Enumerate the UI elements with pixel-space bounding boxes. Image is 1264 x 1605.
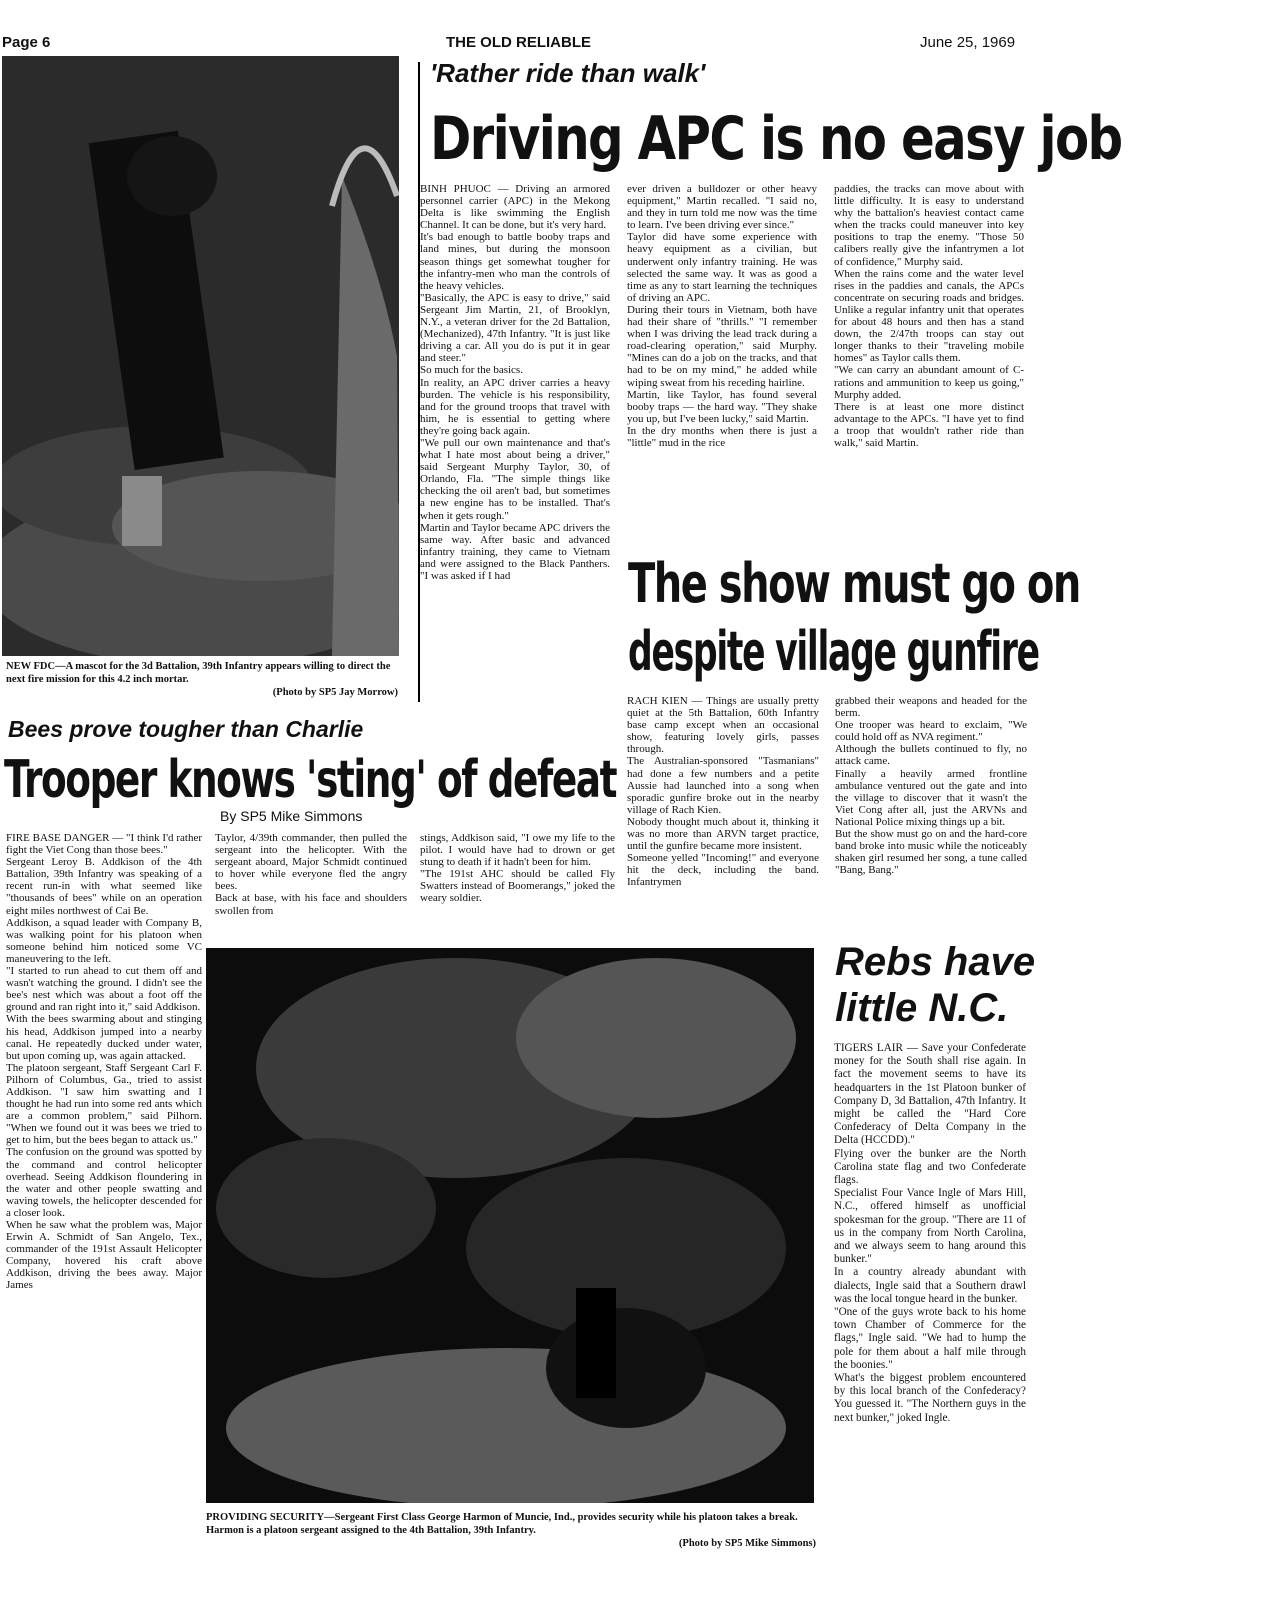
bees-byline: By SP5 Mike Simmons (220, 808, 363, 824)
show-column-1: RACH KIEN — Things are usually pretty quiet at the 5th Battalion, 60th Infantry base camp except when an occasional show, featuring lovely girls, passes through. The Australian-sponsored "Tasmanians" had done a few numbers and a petite Aussie had launched into a song when sporadic gunfire broke out in the nearby village of Rach Kien. Nobody thought much about it, thinking it was no more than ARVN target practice, until the gunfire became more insistent. Someone yelled "Incoming!" and everyone hit the deck, including the band. Infantrymen (627, 695, 819, 889)
security-photo (206, 948, 814, 1503)
rebs-headline-line-1: Rebs have (835, 940, 1036, 984)
mortar-photo-graphic (2, 56, 399, 656)
mortar-photo (2, 56, 399, 656)
apc-kicker: 'Rather ride than walk' (430, 58, 706, 88)
photo-credit: (Photo by SP5 Mike Simmons) (678, 1538, 816, 1549)
bees-column-1: FIRE BASE DANGER — "I think I'd rather fight the Viet Cong than those bees." Sergeant Leroy B. Addkison of the 4th Battalion, 39th Infantry was speaking of a recent run-in with what seemed like "thousands of bees" while on an operation eight miles northwest of Cai Be. Addkison, a squad leader with Company B, was walking point for his platoon when someone behind him noticed some VC maneuvering to the left. "I started to run ahead to cut them off and wasn't watching the ground. I didn't see the bee's nest which was about a foot off the ground and ran right into it," said Addkison. With the bees swarming about and stinging his head, Addkison jumped into a nearby canal. He repeatedly ducked under water, but upon coming up, was again attacked. The platoon sergeant, Staff Sergeant Carl F. Pilhorn of Columbus, Ga., tried to assist Addkison. "I saw him swatting and I thought he had run into some red ants which are a common problem," said Pilhorn. "When we found out it was bees we tried to get to him, but the bees began to attack us." The confusion on the ground was spotted by the command and control helicopter overhead. Seeing Addkison floundering in the water and other people swatting and waving towels, the helicopter descended for a closer look. When he saw what the problem was, Major Erwin A. Schmidt of San Angelo, Tex., commander of the 191st Assault Helicopter Company, hovered his craft above Addkison, driving the bees away. Major James (6, 832, 202, 1292)
newspaper-title: THE OLD RELIABLE (446, 34, 591, 51)
apc-column-1: BINH PHUOC — Driving an armored personnel carrier (APC) in the Mekong Delta is like swimming the English Channel. It can be done, but it's very hard. It's bad enough to battle booby traps and land mines, but during the monsoon season things get somewhat tougher for the infantry-men who man the controls of the heavy vehicles. "Basically, the APC is easy to drive," said Sergeant Jim Martin, 21, of Brooklyn, N.Y., a veteran driver for the 2d Battalion, (Mechanized), 47th Infantry. "It is just like driving a car. All you do is put it in gear and steer." So much for the basics. In reality, an APC driver carries a heavy burden. The vehicle is his responsibility, and for the ground troops that travel with him, he is essential to getting where they're going back again. "We pull our own maintenance and that's what I hate most about being a driver," said Sergeant Murphy Taylor, 30, of Orlando, Fla. "The simple things like checking the oil aren't bad, but sometimes a new engine has to be installed. That's when it gets rough." Martin and Taylor became APC drivers the same way. After basic and advanced infantry training, they came to Vietnam and were assigned to the Black Panthers. "I was asked if I had (420, 183, 610, 582)
show-headline-line-2: despite village gunfire (628, 620, 1039, 683)
bees-column-3: stings, Addkison said, "I owe my life to the pilot. I would have had to drown or get stung to death if it hadn't been for him. "The 191st AHC should be called Fly Swatters instead of Boomerangs," joked the weary soldier. (420, 832, 615, 905)
apc-column-3: paddies, the tracks can move about with little difficulty. It is easy to understand why the battalion's heaviest contact came when the tracks could maneuver into key positions to trap the enemy. "Those 50 calibers really give the infantrymen a lot of confidence," Murphy said. When the rains come and the water level rises in the paddies and canals, the APCs concentrate on securing roads and bridges. Unlike a regular infantry unit that operates for about 48 hours and then has a stand down, the 2/47th troops can stay out longer thanks to their "traveling mobile homes" as Taylor calls them. "We can carry an abundant amount of C-rations and ammunition to keep us going," Murphy added. There is at least one more distinct advantage to the APCs. "I have yet to find a troop that wouldn't rather ride than walk," said Martin. (834, 183, 1024, 449)
bees-kicker: Bees prove tougher than Charlie (8, 716, 364, 742)
photo-credit: (Photo by SP5 Jay Morrow) (272, 687, 398, 698)
security-photo-graphic (206, 948, 814, 1503)
security-photo-caption (206, 1511, 816, 1550)
caption-text: NEW FDC—A mascot for the 3d Battalion, 39th Infantry appears willing to direct the next fire mission for this 4.2 inch mortar. (6, 661, 391, 685)
show-headline-line-1: The show must go on (628, 552, 1080, 615)
caption-text: PROVIDING SECURITY—Sergeant First Class George Harmon of Muncie, Ind., provides security while his platoon takes a break. Harmon is a platoon sergeant assigned to the 4th Battalion, 39th Infantry. (206, 1512, 798, 1536)
issue-date: June 25, 1969 (920, 34, 1016, 51)
bees-column-2: Taylor, 4/39th commander, then pulled the sergeant into the helicopter. With the sergeant aboard, Major Schmidt continued to hover while everyone fled the angry bees. Back at base, with his face and shoulders swollen from (215, 832, 407, 917)
page-number: Page 6 (2, 34, 51, 51)
rebs-column: TIGERS LAIR — Save your Confederate money for the South shall rise again. In fact the movement seems to have its headquarters in the 1st Platoon bunker of Company D, 3d Battalion, 47th Infantry. It might be called the "Hard Core Confederacy of Delta Company in the Delta (HCCDD)." Flying over the bunker are the North Carolina state flag and two Confederate flags. Specialist Four Vance Ingle of Mars Hill, N.C., offered himself as unofficial spokesman for the group. "There are 11 of us in the company from North Carolina, and we always seem to hang around this bunker." In a country already abundant with dialects, Ingle said that a Southern drawl was the local tongue heard in the bunker. "One of the guys wrote back to his home town Chamber of Commerce for the flags," Ingle said. "We had to hump the pole for them about a half mile through the boonies." What's the biggest problem encountered by this local branch of the Confederacy? You guessed it. "The Northern guys in the next bunker," joked Ingle. (834, 1042, 1026, 1424)
apc-headline: Driving APC is no easy job (430, 104, 1122, 174)
show-column-2: grabbed their weapons and headed for the berm. One trooper was heard to exclaim, "We could hold off as NVA regiment." Although the bullets continued to fly, no attack came. Finally a heavily armed frontline ambulance ventured out the gate and into the village to discover that it wasn't the Viet Cong after all, just the ARVNs and National Police mixing things up a bit. But the show must go on and the hard-core band broke into music while the noticeably shaken girl resumed her song, a tune called "Bang, Bang." (835, 695, 1027, 877)
rebs-headline-line-2: little N.C. (835, 986, 1009, 1030)
mortar-photo-caption (6, 660, 398, 699)
bees-headline: Trooper knows 'sting' of defeat (4, 750, 617, 810)
apc-column-2: ever driven a bulldozer or other heavy equipment," Martin recalled. "I said no, and they in turn told me now was the time to learn. I've been driving ever since." Taylor did have some experience with heavy equipment as a civilian, but underwent only infantry training. He was selected the same way. It was as good a time as any to start learning the techniques of driving an APC. During their tours in Vietnam, both have had their share of "thrills." "I remember when I was driving the lead track during a road-clearing operation," said Murphy. "Mines can do a job on the tracks, and that had to be on my mind," he added while wiping sweat from his receding hairline. Martin, like Taylor, has found several booby traps — the hard way. "They shake you up, but I've been lucky," said Martin. In the dry months when there is just a "little" mud in the rice (627, 183, 817, 449)
